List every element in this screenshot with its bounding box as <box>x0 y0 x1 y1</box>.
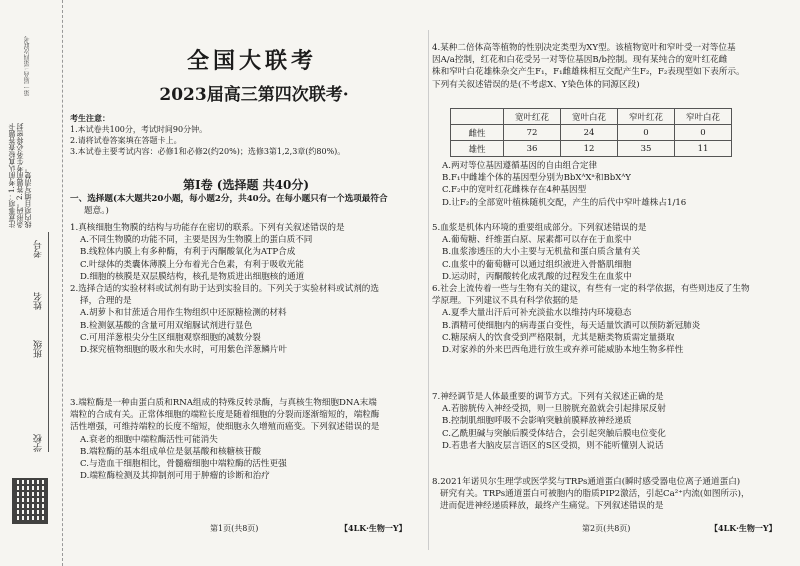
notes-line: 3.本试卷主要考试内容：必修1和必修2(约20%)；选修3第1,2,3章(约80%)。 <box>70 147 346 156</box>
question-8: 8.2021年诺贝尔生理学或医学奖与TRPs通道蛋白(瞬时感受器电位离子通道蛋白) 研究有关。TRPs通道蛋白可被胞内的脂质PIP2激活，引起Ca²⁺内流(如图所示)， 进而促进神经递质释放，最终产生痛觉。下列叙述错误的是 <box>432 477 750 512</box>
binding-small-text: 第一届高三第四次联考 <box>24 36 31 96</box>
question-2: 2.选择合适的实验材料或试剂有助于达到实验目的。下列关于实验材料或试剂的选 择，合理的是 A.胡萝卜和甘蔗适合用作生物组织中还原糖检测的材料 B.检测氨基酸的含量可用双缩脲试剂进行显色 C.可用洋葱根尖分生区细胞观察细胞的减数分裂 D.探究植物细胞的吸水和失水时，可用紫色洋葱鳞片叶 <box>70 284 379 356</box>
binding-margin <box>0 0 63 566</box>
table-row: 雌性 72 24 0 0 <box>451 125 732 141</box>
question-4-options: A.两对等位基因遵循基因的自由组合定律 B.F₁中雌雄个体的基因型分别为BbXᴬXᵃ和BbXᴬY C.F₂中的宽叶红花雌株存在4种基因型 D.让F₂的全部宽叶植株随机交配，产生的后代中窄叶雄株占1/16 <box>442 161 687 208</box>
phenotype-table <box>450 108 732 157</box>
label-school: 学校 <box>34 434 44 452</box>
page-1 <box>70 0 422 566</box>
page-2-code: 【4LK·生物一Y】 <box>710 523 777 533</box>
binding-notice: 注意事项：1.考前认真检查答题卡条形码。2.答题前考生务必将密封线内项目填写清楚。 <box>8 123 32 228</box>
label-exam-number: 考号 <box>34 240 44 258</box>
table-header-row: 宽叶红花 宽叶白花 窄叶红花 窄叶白花 <box>451 109 732 125</box>
notes-heading: 考生注意： <box>70 113 110 123</box>
section-heading: 第Ⅰ卷 (选择题 共40分) <box>182 178 310 192</box>
exam-subtitle: 2023届高三第四次联考· <box>159 85 349 105</box>
question-3: 3.端粒酶是一种由蛋白质和RNA组成的特殊反转录酶，与真核生物细胞DNA末端 端粒的合成有关。正常体细胞的端粒长度是随着细胞的分裂而逐渐缩短的，端粒酶 活性增强，可维持端粒的长度不缩短，使细胞永久增殖而癌变。下列叙述错误的是 A.衰老的细胞中端粒酶活性可能消失 B.端粒酶的基本组成单位是氨基酸和核糖核苷酸 C.与造血干细胞相比，骨髓瘤细胞中端粒酶的活性更强 D.端粒酶检测及其抑制剂可用于肿瘤的诊断和治疗 <box>70 398 380 482</box>
page-2-number: 第2页(共8页) <box>582 524 631 533</box>
binding-line <box>48 232 49 452</box>
table-row: 雄性 36 12 35 11 <box>451 141 732 157</box>
page-1-number: 第1页(共8页) <box>210 524 259 533</box>
notes-line: 2.请将试卷答案填在答题卡上。 <box>70 136 182 145</box>
question-intro: 一、选择题(本大题共20小题，每小题2分，共40分。在每小题只有一个选项最符合 题意。) <box>70 194 388 217</box>
qr-code <box>12 478 48 524</box>
page-divider <box>428 30 429 550</box>
page-2 <box>432 0 794 566</box>
exam-notes <box>70 113 345 157</box>
notes-line: 1.本试卷共100分，考试时间90分钟。 <box>70 125 208 134</box>
question-4: 4.某种二倍体高等植物的性别决定类型为XY型。该植物宽叶和窄叶受一对等位基 因A/a控制，红花和白花受另一对等位基因B/b控制。现有某纯合的宽叶红花雌 株和窄叶白花雄株杂交产生F₁，F₁雌雄株相互交配产生F₂，F₂表现型如下表所示。 下列有关叙述错误的是(不考虑X、Y染色体的同源区段) <box>432 43 745 90</box>
question-1: 1.真核细胞生物膜的结构与功能存在密切的联系。下列有关叙述错误的是 A.不同生物膜的功能不同，主要是因为生物膜上的蛋白质不同 B.线粒体内膜上有多种酶，有利于丙酮酸氧化为ATP合成 C.叶绿体的类囊体薄膜上分布着光合色素，有利于吸收光能 D.细胞的核膜是双层膜结构，核孔是物质进出细胞核的通道 <box>70 223 345 282</box>
page-1-code: 【4LK·生物一Y】 <box>340 523 407 533</box>
question-5: 5.血浆是机体内环境的重要组成部分。下列叙述错误的是 A.葡萄糖、纤维蛋白原、尿素都可以存在于血浆中 B.血浆渗透压的大小主要与无机盐和蛋白质含量有关 C.血浆中的葡萄糖可以通过组织液进入骨骼肌细胞 D.运动时，丙酮酸转化成乳酸的过程发生在血浆中 <box>432 223 647 282</box>
question-7: 7.神经调节是人体最重要的调节方式。下列有关叙述正确的是 A.若膀胱传入神经受损，则一旦膀胱充盈就会引起排尿反射 B.控制肌细胞呼吸不会影响突触前膜释放神经递质 C.乙酰胆碱与突触后膜受体结合，会引起突触后膜电位变化 D.若患者大脑皮层言语区的S区受损，则不能听懂别人说话 <box>432 392 666 451</box>
question-6: 6.社会上流传着一些与生物有关的建议，有些有一定的科学依据，有些则违反了生物 学原理。下列建议不具有科学依据的是 A.夏季大量出汗后可补充淡盐水以维持内环境稳态 B.酒精可使细胞内的病毒蛋白变性，每天适量饮酒可以预防新冠肺炎 C.糖尿病人的饮食受到严格限制，尤其是糖类物质需定量摄取 D.对家养的外来巴西龟进行放生或弃养可能威胁本地生物多样性 <box>432 284 750 356</box>
label-name: 姓名 <box>34 292 44 310</box>
exam-title: 全国大联考 <box>186 48 317 74</box>
label-class: 班级 <box>34 340 44 358</box>
